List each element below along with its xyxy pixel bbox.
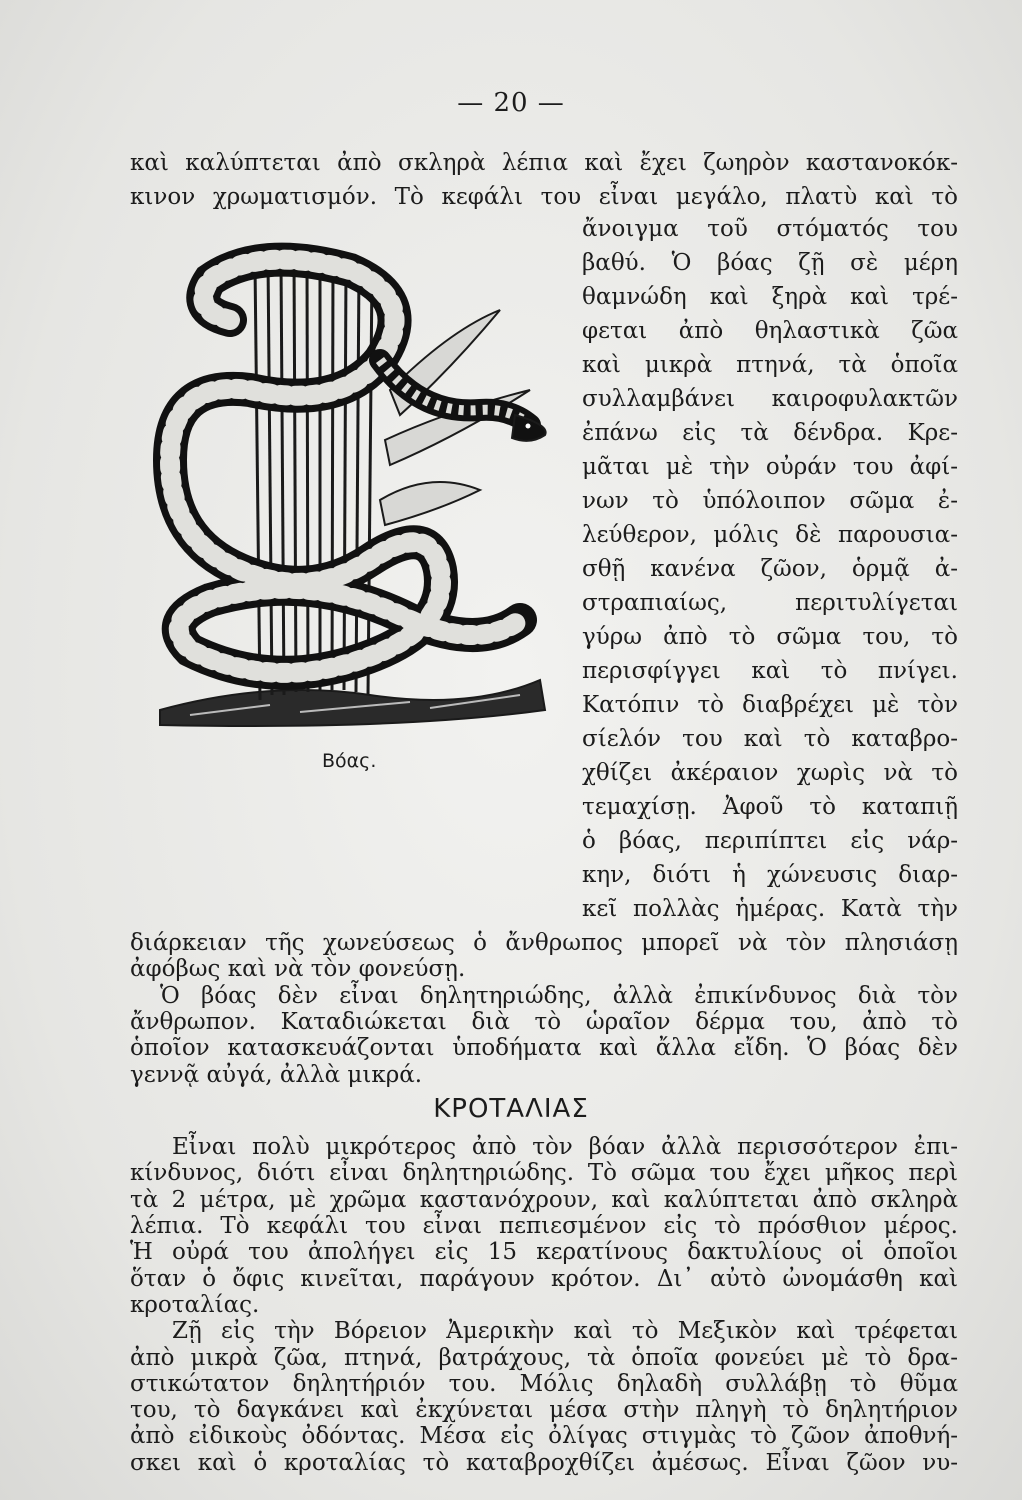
body-line: τεμαχίσῃ. Ἀφοῦ τὸ καταπιῇ [582,794,958,820]
body-line: νων τὸ ὑπόλοιπον σῶμα ἐ- [582,488,958,514]
body-line: ἀφόβως καὶ νὰ τὸν φονεύσῃ. [130,956,466,983]
body-line: ἄνοιγμα τοῦ στόματός του [582,216,958,242]
body-line: σίελόν του καὶ τὸ καταβρο- [582,726,958,752]
body-line: στικώτατον δηλητήριόν του. Μόλις δηλαδὴ συλλάβῃ τὸ θῦμα [130,1370,958,1397]
body-line: γύρω ἀπὸ τὸ σῶμα του, τὸ [582,624,958,650]
body-line: συλλαμβάνει καιροφυλακτῶν [582,386,958,412]
figure-caption: Βόας. [322,750,377,772]
body-line: θαμνώδη καὶ ξηρὰ καὶ τρέ- [582,284,958,310]
body-line: διάρκειαν τῆς χωνεύσεως ὁ ἄνθρωπος μπορεῖ νὰ τὸν πλησιάσῃ [130,930,958,956]
body-line: κινον χρωματισμόν. Τὸ κεφάλι του εἶναι μεγάλο, πλατὺ καὶ τὸ [130,184,958,210]
body-line: κίνδυνος, διότι εἶναι δηλητηριώδης. Τὸ σῶμα του ἔχει μῆκος περὶ [130,1160,958,1187]
body-line: καὶ μικρὰ πτηνά, τὰ ὁποῖα [582,352,958,378]
body-line: σθῇ κανένα ζῶον, ὁρμᾷ ἀ- [582,556,958,582]
body-line: τὰ 2 μέτρα, μὲ χρῶμα καστανόχρουν, καὶ καλύπτεται ἀπὸ σκληρὰ [130,1186,958,1213]
body-line: ἐπάνω εἰς τὰ δένδρα. Κρε- [582,420,958,446]
body-line: σκει καὶ ὁ κροταλίας τὸ καταβροχθίζει ἀμέσως. Εἶναι ζῶον νυ- [130,1449,958,1476]
body-line: λεύθερον, μόλις δὲ παρουσια- [582,522,958,548]
body-line: χθίζει ἀκέραιον χωρὶς νὰ τὸ [582,760,958,786]
body-line: ἀπὸ μικρὰ ζῶα, πτηνά, βατράχους, τὰ ὁποῖα φονεύει μὲ τὸ δρα- [130,1344,958,1371]
body-line: ἀπὸ εἰδικοὺς ὀδόντας. Μέσα εἰς ὀλίγας στιγμὰς τὸ ζῶον ἀποθνή- [130,1423,958,1450]
body-line: Ἡ οὐρά του ἀπολήγει εἰς 15 κερατίνους δακτυλίους οἱ ὁποῖοι [130,1239,958,1266]
body-line: γεννᾷ αὐγά, ἀλλὰ μικρά. [130,1061,423,1088]
body-line: του, τὸ δαγκάνει καὶ ἐκχύνεται μέσα στὴν πληγὴ τὸ δηλητήριον [130,1397,958,1424]
body-line: Εἶναι πολὺ μικρότερος ἀπὸ τὸν βόαν ἀλλὰ περισσότερον ἐπι- [172,1134,958,1161]
body-line: Κατόπιν τὸ διαβρέχει μὲ τὸν [582,692,958,718]
body-line: περισφίγγει καὶ τὸ πνίγει. [582,658,958,684]
body-line: καὶ καλύπτεται ἀπὸ σκληρὰ λέπια καὶ ἔχει ζωηρὸν καστανοκόκ- [130,150,958,176]
body-line: ὁποῖον κατασκευάζονται ὑποδήματα καὶ ἄλλα εἴδη. Ὁ βόας δὲν [130,1035,958,1062]
body-line: μᾶται μὲ τὴν οὐράν του ἀφί- [582,454,958,480]
body-line: κεῖ πολλὰς ἡμέρας. Κατὰ τὴν [582,896,958,922]
body-line: βαθύ. Ὁ βόας ζῇ σὲ μέρη [582,250,958,276]
body-line: στραπιαίως, περιτυλίγεται [582,590,958,616]
body-line: κροταλίας. [130,1291,260,1318]
section-heading: ΚΡΟΤΑΛΙΑΣ [433,1093,589,1124]
body-line: λέπια. Τὸ κεφάλι του εἶναι πεπιεσμένον εἰς τὸ πρόσθιον μέρος. [130,1213,958,1239]
body-line: κην, διότι ἡ χώνευσις διαρ- [582,862,958,888]
boa-constrictor-illustration [150,240,550,735]
body-line: ὁ βόας, περιπίπτει εἰς νάρ- [582,828,958,854]
body-line: φεται ἀπὸ θηλαστικὰ ζῶα [582,318,958,344]
body-line: ὅταν ὁ ὄφις κινεῖται, παράγουν κρότον. Δι᾽ αὐτὸ ὠνομάσθη καὶ [130,1265,958,1292]
body-line: ἄνθρωπον. Καταδιώκεται διὰ τὸ ὡραῖον δέρμα του, ἀπὸ τὸ [130,1008,958,1035]
body-line: Ζῇ εἰς τὴν Βόρειον Ἀμερικὴν καὶ τὸ Μεξικὸν καὶ τρέφεται [172,1318,958,1345]
body-line: Ὁ βόας δὲν εἶναι δηλητηριώδης, ἀλλὰ ἐπικίνδυνος διὰ τὸν [160,982,958,1009]
page-number: — 20 — [457,88,565,118]
